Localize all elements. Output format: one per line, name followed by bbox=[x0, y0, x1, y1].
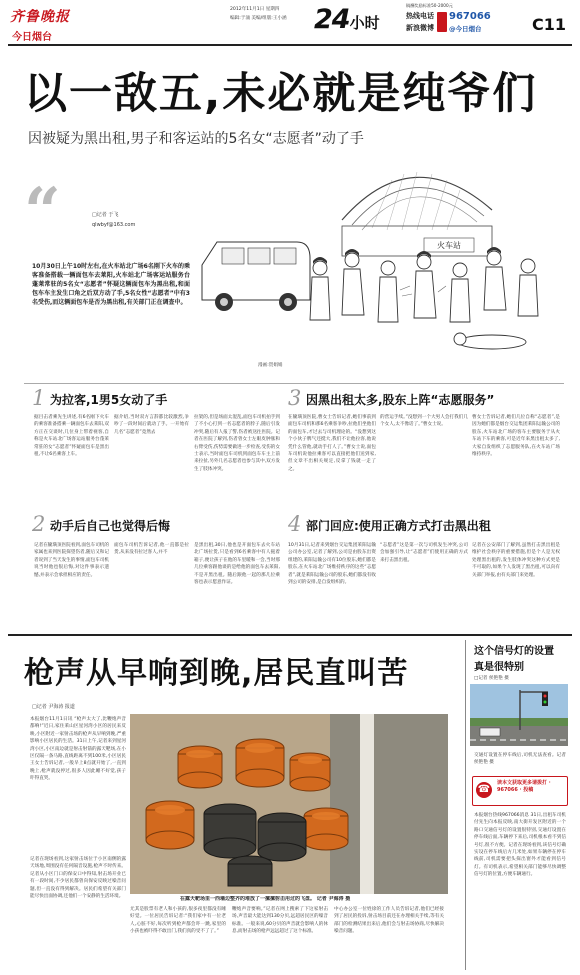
hotline-number: 967066 bbox=[449, 11, 491, 22]
lead-byline: □记者 于飞 bbox=[92, 212, 119, 218]
section-body-b: “志愿者”这是第一次与司机发生冲突,公司会加强引导,让“志愿者”们使用正确的方式来打击黑出租。 bbox=[380, 543, 468, 563]
sidebar-rule bbox=[465, 640, 466, 970]
weibo-handle: @今日烟台 bbox=[449, 25, 482, 33]
brand-24 bbox=[314, 4, 380, 34]
section-divider bbox=[8, 634, 572, 636]
section-body-b: 据介绍,当时双方言辞都比较激烈,争吵了一段时间后就动了手。一开始有几名“志愿者”竟然去 bbox=[114, 415, 189, 435]
sidebar-photo bbox=[470, 684, 568, 746]
weibo-label: 新浪微博 bbox=[406, 24, 434, 32]
second-body-1: 本报烟台11月1日讯 “枪声太大了,比鞭炮声音都响!”近日,家住莱山区星河湾小区的居民来反映,小区附近一家射击场的枪声从早响到晚,严重影响小区居民的生活。31日上午,记者来到星河湾小区,小区南边就是射击射箭的露天靶场,在小区仅隔一条马路,直线距离不到100米,小区居民王女士告诉记者,一般早上8点就开始了,一直到晚上,枪声就没停过,很多人因此睡不好觉,孩子吓得直哭。 bbox=[30, 717, 126, 782]
date-line: 2012年11月1日 星期四 bbox=[230, 7, 280, 12]
masthead bbox=[0, 0, 580, 46]
masthead-rule bbox=[8, 44, 572, 46]
section-body-a: 在毓璜顶医院,曹女士告诉记者,她们事前到面包车司机和那6名乘客争吵,拉他们坐他们的面包车,才过去与司机理论的。“没想到这个小伙子脾气还挺大,我们不让他拉客,他说凭什么管他,就动手打人了。”曹女士说,面包车司机说他拉乘客可以直接把他们送到家,但文章不出相关规定,反拿了钱就一走了之。 bbox=[288, 415, 376, 472]
page-number: C11 bbox=[532, 15, 567, 34]
news-photo bbox=[130, 714, 448, 894]
station-sign: 火车站 bbox=[437, 241, 461, 250]
phone-icon: ☎ bbox=[476, 782, 492, 798]
weibo-icon bbox=[437, 12, 447, 32]
sidebar-byline: □记者 侯艳艳 摄 bbox=[474, 676, 509, 681]
brand-number: 24 bbox=[314, 4, 350, 35]
sidebar-title-1: 这个信号灯的设置 bbox=[474, 646, 554, 657]
section-body-c: 拉架的,但是场面太混乱,面包车司机拍手到了不小心打到一名志愿者的脖子,随后引发冲突,随后有人报了警,伤者被送往医院。记者在医院了解到,伤者曾女士左眼皮肿胀和右臂受伤,伤势需要做进一步检查,受伤的女士表示,当时面包车司机到面包车车主上前来拉扯,另外几名志愿者也参与其中,双方发生了肢体冲突。 bbox=[194, 415, 280, 472]
second-byline: □记者 尹海涛 报道 bbox=[32, 704, 75, 710]
sidebar-caption: 交通灯设置在停车线后,司机无法查看。记者 侯艳艳 摄 bbox=[474, 753, 566, 765]
section-body-a: 记者在毓璜顶医院看到,面包车司机的家属也来到医院探望伤者,随后又和记者说到了当天发生的事情,面包车司机说当时他也很后悔,对这件事表示遗憾,并表示会承担相应的责任。 bbox=[34, 543, 109, 578]
section-title: 动手后自己也觉得后悔 bbox=[50, 519, 171, 533]
section-number: 1 bbox=[32, 386, 46, 410]
section-3 bbox=[286, 386, 564, 511]
section-body-a: 据目击者乘先生讲述,有6名刚下火车的乘客准备搭乘一辆面包车去莱阳,双方正在交谈时,几位身上带着视客,自称是火车站北广场客运站服务台蓬莱常驻的女“志愿者”怀疑面包车是黑出租,不让6名乘客上车。 bbox=[34, 415, 109, 458]
paper-name: 齐鲁晚报 bbox=[10, 9, 70, 25]
section-body-c: 记者在公安部门了解到,虽然打击黑出租是维护社会秩序的重要措施,但是个人是无权处理黑出租的,发生肢体冲突这种方式更是不可取的,如果个人发现了黑出租,可以向有关部门举报,由有关部门来处理。 bbox=[472, 543, 560, 578]
sidebar-title-2: 真是很特别 bbox=[474, 662, 524, 673]
section-body-b: 面包车司机告诉记者,他一直都是拉货,从来没有拉过客人,并不 bbox=[114, 543, 189, 556]
lead-intro: 10月30日上午10时左右,在火车站北广场6名刚下火车的乘客准备搭载一辆面包车去莱阳,火车站北广场客运站服务台蓬莱常驻的5名女“志愿者”怀疑这辆面包车为黑出租,和面包车车主发生口角之后双方动了手,5名女性“志愿者”中有3名受伤,而这辆面包车是否为黑出租,有关部门正在调查中。 bbox=[32, 263, 190, 306]
second-body-3: 尤其是股票有老人和小孩的,很多夜里都没有睡好觉。一位居民告诉记者:“我们家中有一位老人,心脏不好,每次听到枪声都会吓一跳,家里的小孩也被吓得不敢出门,我们真的受不了了。” bbox=[130, 907, 226, 935]
hotline-label: 热线电话 bbox=[406, 12, 434, 20]
second-body-2: 记者在现场看到,这家射击场位于小区南侧的露天场地,周围没有任何隔音设施,枪声不时传来。记者从小区门口的保安口中得知,射击场开业已有一段时间,不少居民都曾向保安反映过噪音问题,但一直没有得到解决。居民们希望有关部门能尽快出面协调,还他们一个安静的生活环境。 bbox=[30, 857, 126, 900]
section-4 bbox=[286, 512, 564, 630]
illustration bbox=[192, 150, 562, 375]
section-body-c: 曹女士告诉记者,她们几位自称“志愿者”,是因为她们都是烟台交运集团莱阳运输公司的股东,火车站北广场的客车主要服务于从火车站下车的乘客,可是近年来黑出租太多了,大家自发组织了志愿服务队,在火车站广场维持秩序。 bbox=[472, 415, 560, 458]
illustration-credit: 漫画:贺娟娟 bbox=[258, 363, 283, 368]
quote-mark-icon: “ bbox=[24, 174, 61, 249]
cartoon-illustration bbox=[192, 150, 562, 375]
editor-line: 编辑:于涌 美编/组版:王小涵 bbox=[230, 16, 287, 21]
section-body-a: 10月31日,记者来到烟台交运集团莱阳运输公司办公室,记者了解到,公司是由股东出资组建的,莱阳运输公司有10位股东,她们都是股东,在火车站北广场维持秩序的这些“志愿者”,就是莱阳运输公司的股东,她们都没有收到公司的安排,是自发组织的。 bbox=[288, 543, 376, 586]
section-number: 3 bbox=[288, 386, 302, 410]
section-title: 因黑出租太多,股东上阵“志愿服务” bbox=[306, 393, 495, 407]
section-1 bbox=[24, 386, 284, 511]
callout-text: 读本文获取更多请拨打 · 967066 · 投稿 bbox=[497, 780, 551, 793]
lead-byline-email: qlwbyf@163.com bbox=[92, 222, 136, 228]
section-number: 2 bbox=[32, 512, 46, 536]
sidebar-body: 本报烟台热线967066消息 31日,出租车司机付先生向本报反映,南大街开发区附近的一个路口交通信号灯的设置很特别,交通灯设置在停车线后面,车辆停下来后,司机根本看不到信号灯,很不方便。记者在现场看到,该信号灯确实设在停车线后方几米处,如果车辆停在停车线前,司机需要把头探出窗外才能看到信号灯。有司机表示,希望相关部门能够尽快调整信号灯的位置,方便车辆通行。 bbox=[474, 813, 566, 878]
second-headline: 枪声从早响到晚,居民直叫苦 bbox=[24, 656, 409, 691]
section-2 bbox=[24, 512, 284, 630]
section-title: 部门回应:使用正确方式打击黑出租 bbox=[306, 519, 491, 533]
section-body-c: 是黑出租,30日,他也是开面包车去火车站北广场拉货,只是看到6名乘客中有人拖着箱子,便让孩子在他的车里暖和一会,当时那几位乘客跟他谈的是给他的面包车去莱阳,不是开黑出租。随后跟他一起的那几位乘客也表示愿意作证。 bbox=[194, 543, 280, 586]
traffic-light-photo bbox=[470, 684, 568, 746]
lead-headline: 以一敌五,未必就是纯爷们 bbox=[24, 69, 538, 119]
second-body-5: 中心办公室一位姓徐的工作人员告诉记者,他们已经接到了居民的投诉,射击场目前还在办理相关手续,等有关部门的检测结果出来后,他们会与射击场协商,尽快解决噪音问题。 bbox=[334, 907, 444, 935]
sidebar-callout bbox=[472, 776, 568, 806]
second-body-4: 鞭炮声音要响。”记者在网上搜索了下这家射击场,声音最大能达到130分贝,远超居民区的噪音标准。一般来说,60分贝的声音就会影响人的休息,而射击场的枪声远远超过了这个标准。 bbox=[232, 907, 328, 935]
photo-caption: 在露天靶场里一西墙边整齐的堆放了一摞摞射击用过的飞盘。 记者 尹海涛 摄 bbox=[180, 896, 351, 902]
edition-label: 今日烟台 bbox=[12, 32, 52, 43]
target-discs-photo bbox=[130, 714, 448, 894]
section-title: 为拉客,1男5女动了手 bbox=[50, 393, 168, 407]
section-number: 4 bbox=[288, 512, 302, 536]
section-body-b: 的营运手续。”没想到一个大男人会打我们几个女人,太不像话了。”曹女士说。 bbox=[380, 415, 468, 428]
top-note: 稿酬奖励标准50-2000元 bbox=[406, 3, 453, 8]
lead-subheadline: 因被疑为黑出租,男子和客运站的5名女“志愿者”动了手 bbox=[28, 131, 364, 147]
lead-top-rule bbox=[24, 383, 564, 384]
brand-text: 小时 bbox=[349, 14, 380, 32]
